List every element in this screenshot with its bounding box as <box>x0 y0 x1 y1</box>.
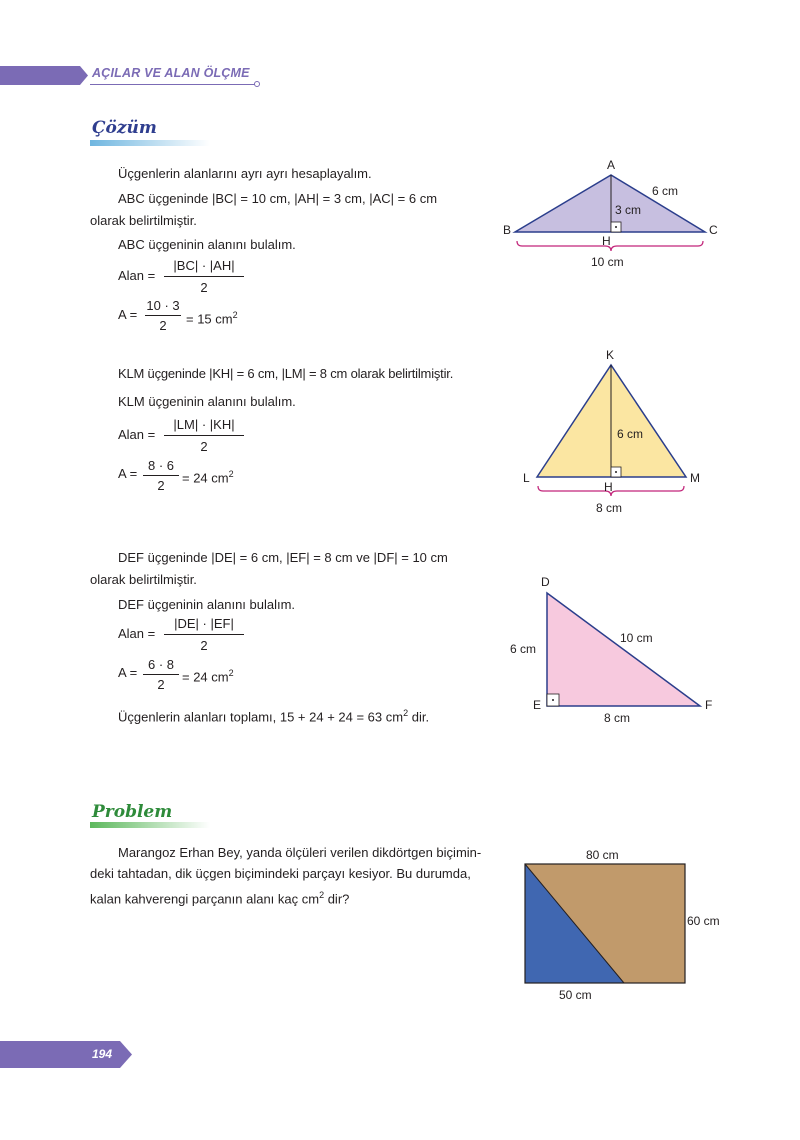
solution-title-underline <box>90 140 210 146</box>
def-alan-denominator: 2 <box>200 638 208 653</box>
rect-right-label: 60 cm <box>687 914 720 928</box>
def-find: DEF üçgeninin alanını bulalım. <box>118 597 296 612</box>
abc-find: ABC üçgeninin alanını bulalım. <box>118 237 296 252</box>
header-rule <box>90 84 256 85</box>
base-bc-label: 10 cm <box>591 255 624 269</box>
def-alan-numerator: |DE| · |EF| <box>174 616 234 631</box>
def-alan-label: Alan = <box>118 626 156 641</box>
klm-a-result: = 24 $cm^2$ <box>182 469 234 486</box>
abc-alan-denominator: 2 <box>200 280 208 295</box>
total-area-text: Üçgenlerin alanları toplamı, 15 + 24 + 24 = 63 $cm^2$ dir. <box>118 708 430 725</box>
vertex-k: K <box>606 348 615 362</box>
foot-h-klm: H <box>604 480 613 494</box>
board-figure <box>523 862 687 985</box>
vertex-d: D <box>541 575 550 589</box>
abc-a-result: = 15 $cm^2$ <box>186 310 238 327</box>
problem-text-line2: deki tahtadan, dik üçgen biçimindeki parçayı kesiyor. Bu durumda, <box>90 866 471 881</box>
side-ef-label: 8 cm <box>604 711 631 725</box>
vertex-c: C <box>709 223 718 237</box>
problem-title-underline <box>90 822 210 828</box>
def-a-numerator: 6 · 8 <box>147 657 174 672</box>
intro-text: Üçgenlerin alanlarını ayrı ayrı hesaplayalım. <box>118 166 372 181</box>
abc-alan-numerator: |BC| · |AH| <box>173 258 235 273</box>
rect-bottom-label: 50 cm <box>559 988 592 1002</box>
abc-a-denominator: 2 <box>159 318 167 333</box>
klm-a-numerator: 8 · 6 <box>147 458 174 473</box>
header-rule-end <box>254 81 260 87</box>
klm-given: KLM üçgeninde |KH| = 6 cm, |LM| = 8 cm olarak belirtilmiştir. <box>118 366 454 381</box>
def-a-result: = 24 $cm^2$ <box>182 668 234 685</box>
foot-h-abc: H <box>602 234 611 248</box>
klm-alan-numerator: |LM| · |KH| <box>173 417 235 432</box>
abc-a-numerator: 10 · 3 <box>146 298 180 313</box>
problem-text-line3: kalan kahverengi parçanın alanı kaç $cm^2$ dir? <box>90 890 350 907</box>
altitude-kh-label: 6 cm <box>617 427 644 441</box>
klm-a-fraction-bar <box>143 475 179 476</box>
klm-alan-fraction-bar <box>164 435 244 436</box>
triangle-def-figure <box>540 585 705 710</box>
klm-a-denominator: 2 <box>157 478 165 493</box>
footer-band <box>0 1041 132 1068</box>
base-lm-label: 8 cm <box>596 501 623 515</box>
def-a-label: A = <box>118 665 138 680</box>
abc-alan-label: Alan = <box>118 268 156 283</box>
side-df-label: 10 cm <box>620 631 653 645</box>
abc-a-fraction-bar <box>145 315 181 316</box>
rect-top-label: 80 cm <box>586 848 619 862</box>
altitude-ah-label: 3 cm <box>615 203 642 217</box>
klm-a-label: A = <box>118 466 138 481</box>
chapter-title: AÇILAR VE ALAN ÖLÇME <box>92 66 250 80</box>
vertex-a: A <box>607 158 616 172</box>
problem-title: Problem <box>92 802 173 822</box>
abc-given-cont: olarak belirtilmiştir. <box>90 213 197 228</box>
def-alan-fraction-bar <box>164 634 244 635</box>
klm-alan-label: Alan = <box>118 427 156 442</box>
side-ac-label: 6 cm <box>652 184 679 198</box>
page-number: 194 <box>92 1047 113 1061</box>
klm-alan-denominator: 2 <box>200 439 208 454</box>
abc-alan-fraction-bar <box>164 276 244 277</box>
vertex-m: M <box>690 471 700 485</box>
vertex-b: B <box>503 223 512 237</box>
def-a-denominator: 2 <box>157 677 165 692</box>
def-a-fraction-bar <box>143 674 179 675</box>
def-given-cont: olarak belirtilmiştir. <box>90 572 197 587</box>
vertex-e: E <box>533 698 542 712</box>
side-de-label: 6 cm <box>510 642 537 656</box>
problem-text-line1: Marangoz Erhan Bey, yanda ölçüleri verilen dikdörtgen biçimin- <box>118 845 482 860</box>
abc-a-label: A = <box>118 307 138 322</box>
klm-find: KLM üçgeninin alanını bulalım. <box>118 394 296 409</box>
vertex-f: F <box>705 698 713 712</box>
triangle-def <box>547 593 700 706</box>
solution-title: Çözüm <box>92 118 157 138</box>
vertex-l: L <box>523 471 530 485</box>
def-given: DEF üçgeninde |DE| = 6 cm, |EF| = 8 cm ve |DF| = 10 cm <box>118 550 448 565</box>
abc-given: ABC üçgeninde |BC| = 10 cm, |AH| = 3 cm, |AC| = 6 cm <box>118 191 438 206</box>
header-band <box>0 66 88 85</box>
